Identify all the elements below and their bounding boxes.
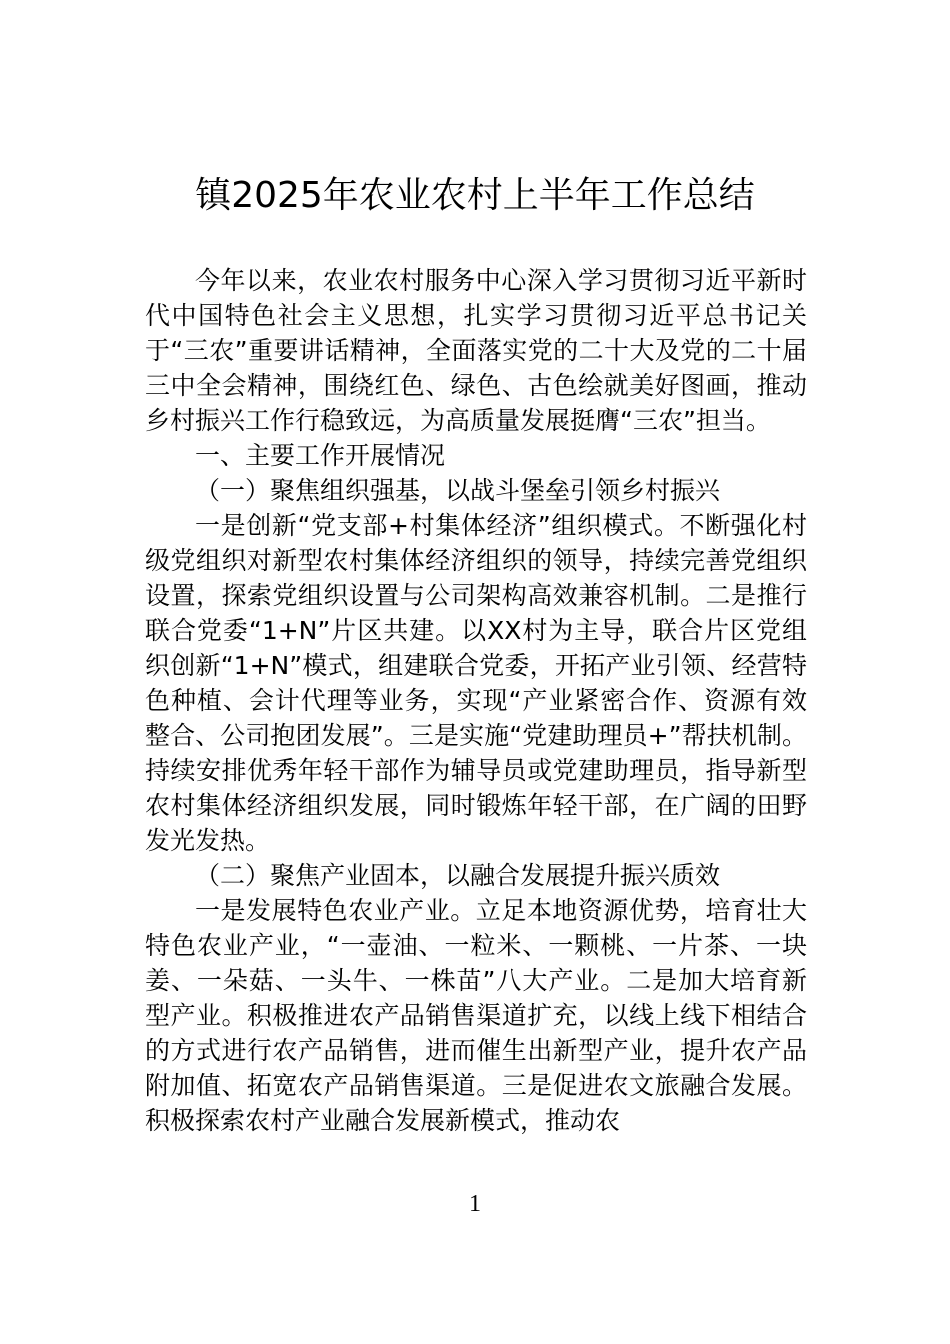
subsection-heading-1: （一）聚焦组织强基，以战斗堡垒引领乡村振兴 [195,476,721,505]
section-heading-1: 一、主要工作开展情况 [195,441,446,470]
subsection-2-paragraph: 一是发展特色农业产业。立足本地资源优势，培育壮大特色农业产业，“一壶油、一粒米、一颗桃、一片茶、一块姜、一朵菇、一头牛、一株苗”八大产业。二是加大培育新型产业。积极推进农产品销售渠道扩充，以线上线下相结合的方式进行农产品销售，进而催生出新型产业，提升农产品附加值、拓宽农产品销售渠道。三是促进农文旅融合发展。积极探索农村产业融合发展新模式，推动农 [145,896,807,1135]
subsection-heading-2: （二）聚焦产业固本，以融合发展提升振兴质效 [195,861,721,890]
intro-paragraph: 今年以来，农业农村服务中心深入学习贯彻习近平新时代中国特色社会主义思想，扎实学习贯彻习近平总书记关于“三农”重要讲话精神，全面落实党的二十大及党的二十届三中全会精神，围绕红色、绿色、古色绘就美好图画，推动乡村振兴工作行稳致远，为高质量发展挺膺“三农”担当。 [145,266,807,435]
document-body [145,263,807,1138]
document-title: 镇2025年农业农村上半年工作总结 [195,175,755,216]
page-number: 1 [469,1191,481,1217]
subsection-1-paragraph: 一是创新“党支部+村集体经济”组织模式。不断强化村级党组织对新型农村集体经济组织的领导，持续完善党组织设置，探索党组织设置与公司架构高效兼容机制。二是推行联合党委“1+N”片区共建。以XX村为主导，联合片区党组织创新“1+N”模式，组建联合党委，开拓产业引领、经营特色种植、会计代理等业务，实现“产业紧密合作、资源有效整合、公司抱团发展”。三是实施“党建助理员+”帮扶机制。持续安排优秀年轻干部作为辅导员或党建助理员，指导新型农村集体经济组织发展，同时锻炼年轻干部，在广阔的田野发光发热。 [145,511,807,855]
